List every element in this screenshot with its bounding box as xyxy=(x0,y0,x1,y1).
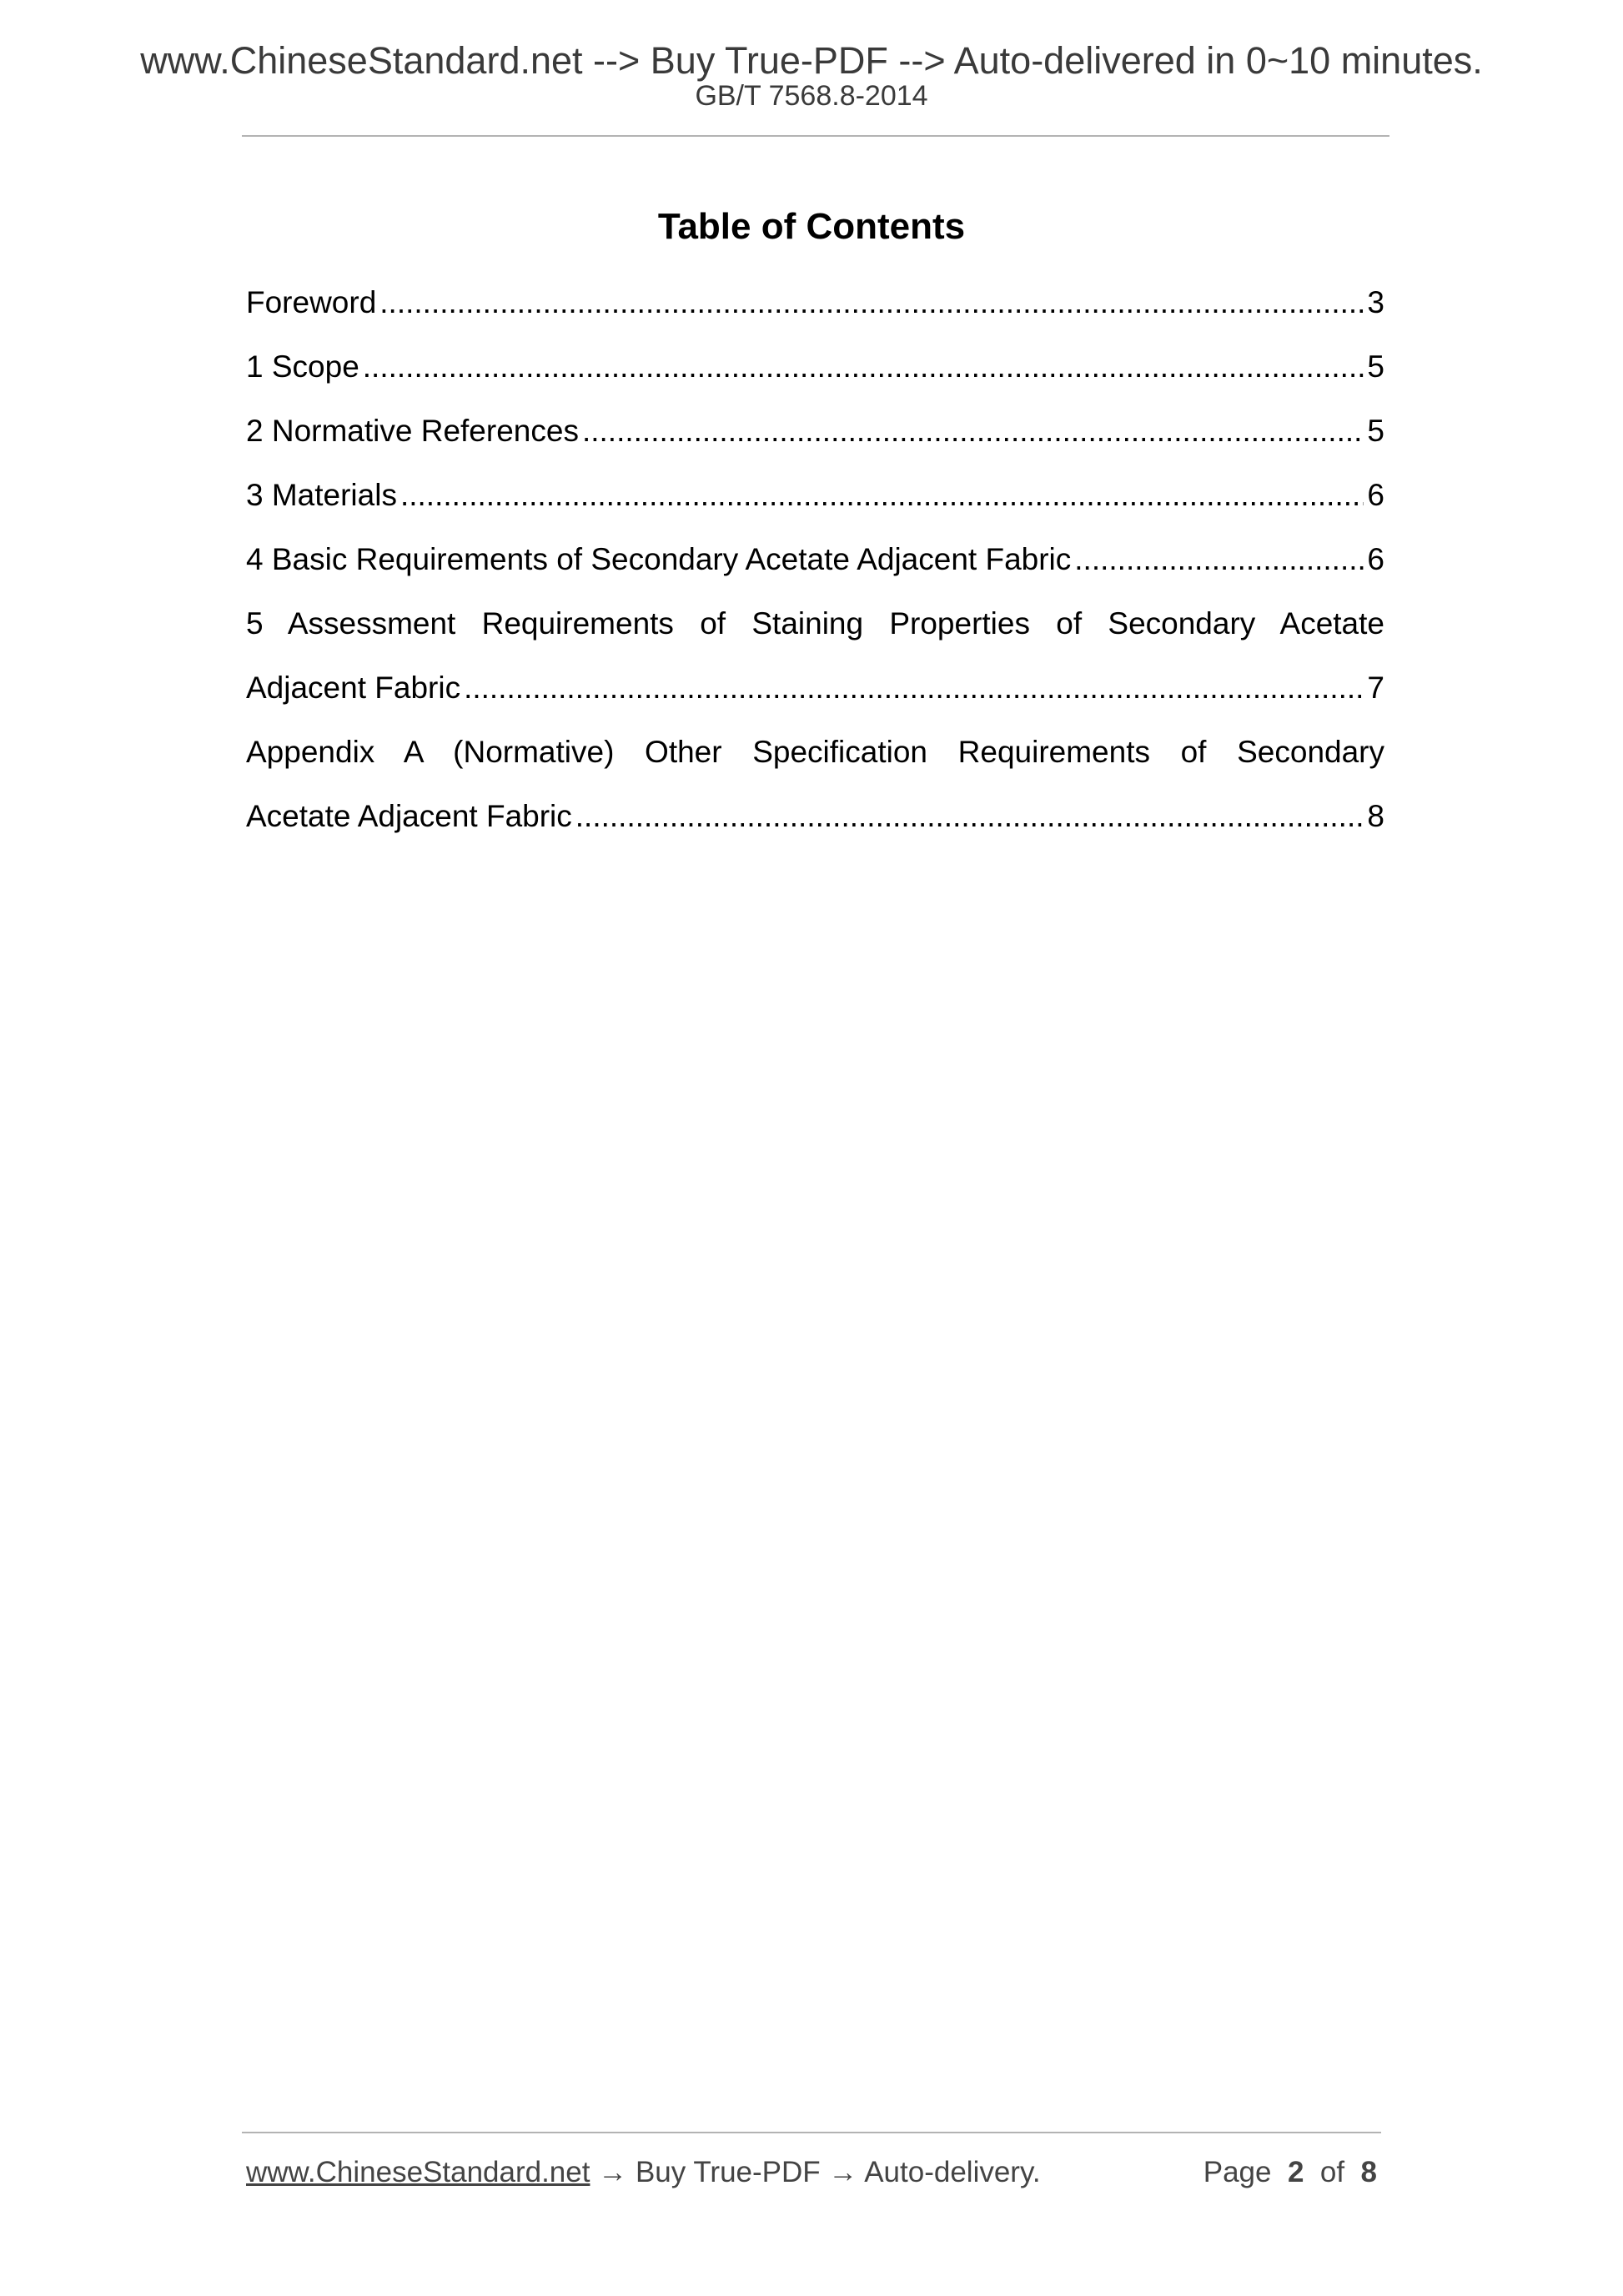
dot-leader xyxy=(464,666,1364,711)
toc-page-number: 5 xyxy=(1367,414,1384,448)
toc-page-number: 6 xyxy=(1367,478,1384,512)
toc-page-number: 5 xyxy=(1367,349,1384,384)
toc-entry-assessment-requirements-line2[interactable] xyxy=(246,666,1384,730)
toc-entry-text: Adjacent Fabric xyxy=(246,671,461,705)
toc-entry-text: 3 Materials xyxy=(246,478,397,512)
footer-site-link[interactable]: www.ChineseStandard.net xyxy=(246,2156,590,2188)
page-indicator xyxy=(1203,2158,1377,2187)
dot-leader xyxy=(1074,537,1364,582)
arrow-right-icon: → xyxy=(598,2156,628,2188)
dot-leader xyxy=(379,280,1364,325)
dot-leader xyxy=(575,794,1364,839)
current-page-number: 2 xyxy=(1287,2156,1304,2188)
toc-entry-text: Appendix A (Normative) Other Specification Requirements of Secondary xyxy=(246,735,1384,769)
dot-leader xyxy=(582,409,1364,454)
toc-page-number: 3 xyxy=(1367,285,1384,319)
toc-title: Table of Contents xyxy=(657,206,966,247)
footer-delivery-text: Auto-delivery. xyxy=(864,2156,1041,2188)
toc-entry-assessment-requirements-line1[interactable] xyxy=(246,601,1384,666)
site-banner: www.ChineseStandard.net --> Buy True-PDF --> Auto-delivered in 0~10 minutes. xyxy=(140,39,1483,82)
toc-entry-scope[interactable] xyxy=(246,344,1384,409)
toc-entry-text: 5 Assessment Requirements of Staining Properties of Secondary Acetate xyxy=(246,606,1384,641)
toc-page-number: 7 xyxy=(1367,671,1384,705)
footer-divider xyxy=(242,2132,1381,2133)
total-page-number: 8 xyxy=(1360,2156,1377,2188)
toc-entry-basic-requirements[interactable] xyxy=(246,537,1384,601)
arrow-right-icon: → xyxy=(828,2156,858,2188)
toc-entry-text: Foreword xyxy=(246,285,377,319)
toc-entry-text: 1 Scope xyxy=(246,349,359,384)
page-label: Page xyxy=(1203,2156,1272,2188)
toc-entry-materials[interactable] xyxy=(246,473,1384,537)
toc-page-number: 8 xyxy=(1367,799,1384,833)
dot-leader xyxy=(363,344,1364,389)
table-of-contents xyxy=(246,280,1384,858)
toc-entry-text: 2 Normative References xyxy=(246,414,579,448)
header-divider xyxy=(242,135,1389,137)
toc-entry-normative-references[interactable] xyxy=(246,409,1384,473)
toc-entry-foreword[interactable] xyxy=(246,280,1384,344)
footer-buy-text: Buy True-PDF xyxy=(635,2156,821,2188)
footer-promo xyxy=(246,2158,1041,2187)
standard-code: GB/T 7568.8-2014 xyxy=(695,80,928,112)
dot-leader xyxy=(400,473,1364,518)
toc-page-number: 6 xyxy=(1367,542,1384,576)
toc-entry-appendix-a-line2[interactable] xyxy=(246,794,1384,858)
of-label: of xyxy=(1319,2156,1345,2188)
toc-entry-text: Acetate Adjacent Fabric xyxy=(246,799,572,833)
toc-entry-appendix-a-line1[interactable] xyxy=(246,730,1384,794)
toc-entry-text: 4 Basic Requirements of Secondary Acetate Adjacent Fabric xyxy=(246,542,1072,576)
